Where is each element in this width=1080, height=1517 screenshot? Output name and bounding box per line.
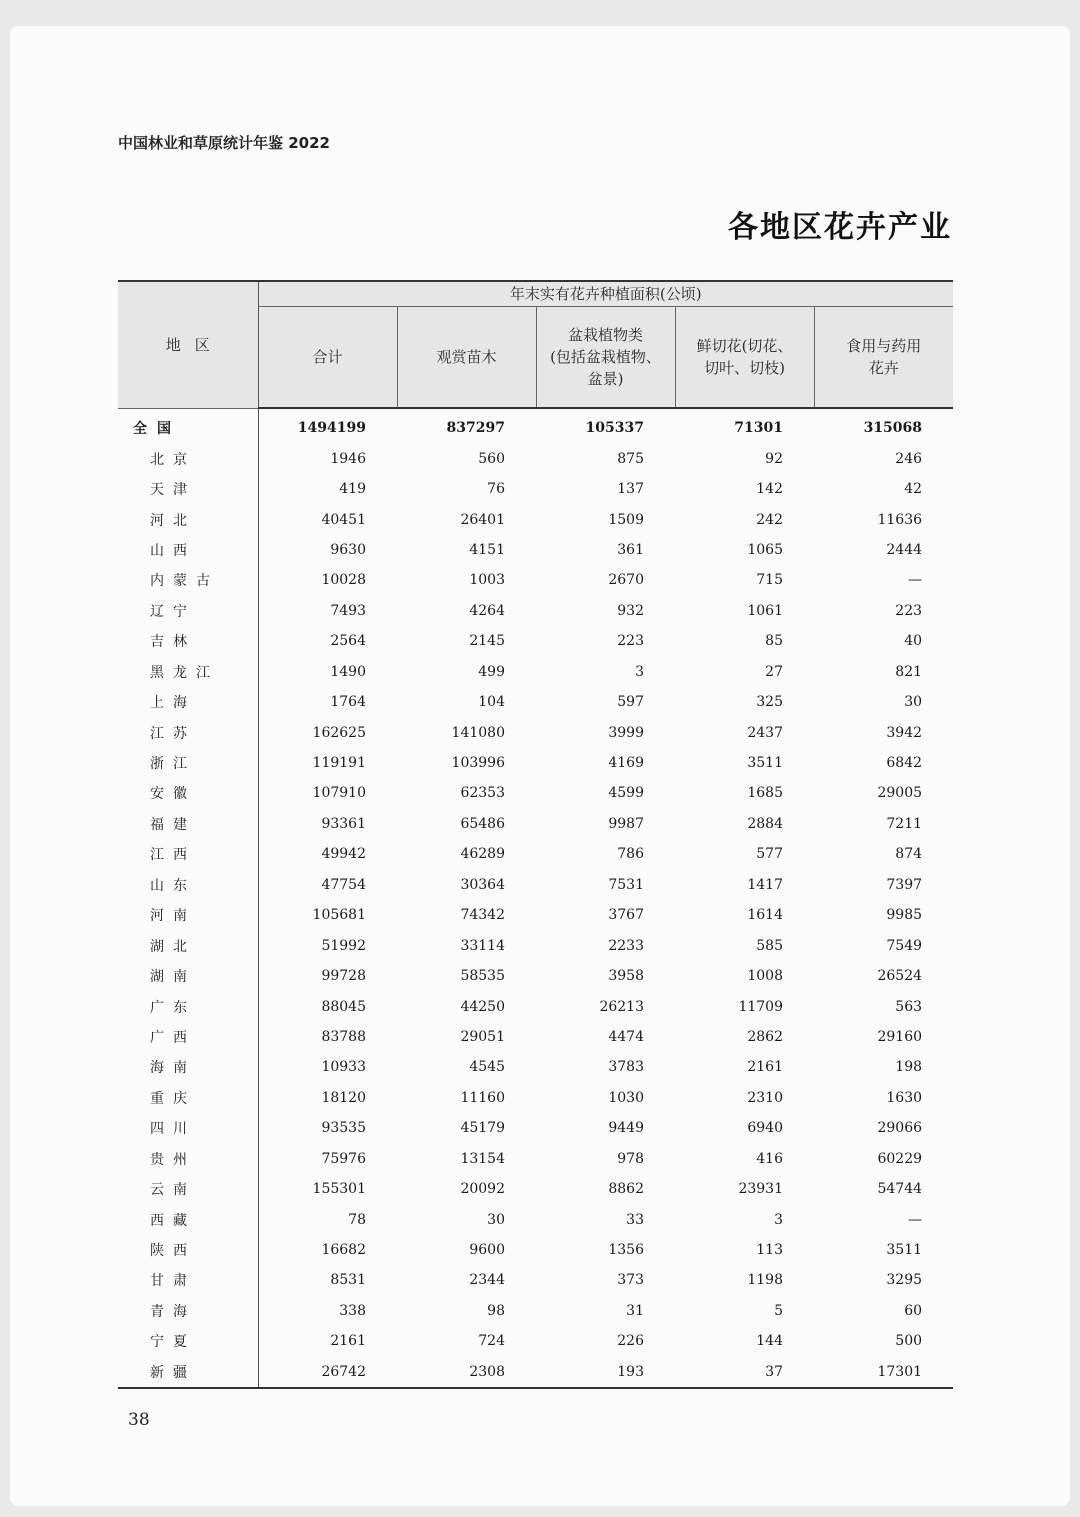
value-cell: — <box>908 1211 923 1228</box>
value-cell: 44250 <box>460 998 505 1015</box>
region-name-cell: 山西 <box>118 535 258 565</box>
national-total-row <box>118 408 953 443</box>
value-cell: 1065 <box>747 541 783 558</box>
value-cell: 142 <box>756 481 783 498</box>
table-row <box>118 1204 953 1234</box>
statistics-table-container <box>118 280 953 1389</box>
value-cell: 104 <box>478 694 505 711</box>
table-row <box>118 1083 953 1113</box>
value-cell: 37 <box>675 1357 814 1388</box>
region-name-cell: 湖南 <box>118 961 258 991</box>
value-cell: 499 <box>478 663 505 680</box>
value-cell: 26524 <box>877 968 923 985</box>
value-cell: 23931 <box>738 1181 783 1198</box>
value-cell: 837297 <box>446 420 505 437</box>
value-cell: 93535 <box>321 1120 366 1137</box>
value-cell: 27 <box>765 663 783 680</box>
column-header-line: (包括盆栽植物、 <box>550 348 661 366</box>
table-row <box>118 839 953 869</box>
table-row <box>118 1144 953 1174</box>
column-header <box>397 307 536 409</box>
value-cell: 137 <box>617 481 644 498</box>
group-column-header: 年末实有花卉种植面积(公顷) <box>258 281 953 307</box>
value-cell: 2161 <box>330 1333 366 1350</box>
value-cell: 2564 <box>330 633 366 650</box>
column-header-line: 花卉 <box>868 359 899 377</box>
value-cell: 78 <box>348 1211 366 1228</box>
column-header-line: 鲜切花(切花、 <box>696 337 793 355</box>
table-row <box>118 1296 953 1326</box>
value-cell: 325 <box>756 694 783 711</box>
value-cell: 30 <box>487 1211 505 1228</box>
value-cell: 5 <box>774 1302 783 1319</box>
value-cell: 51992 <box>321 937 366 954</box>
value-cell: 1764 <box>330 694 366 711</box>
value-cell: 45179 <box>460 1120 505 1137</box>
value-cell: 10933 <box>321 1059 366 1076</box>
value-cell: 3 <box>774 1211 783 1228</box>
value-cell: 58535 <box>460 968 505 985</box>
value-cell: 2884 <box>747 815 783 832</box>
value-cell: 1061 <box>747 602 783 619</box>
document-page <box>10 26 1070 1506</box>
value-cell: 13154 <box>460 1150 505 1167</box>
value-cell: 874 <box>895 846 923 863</box>
value-cell: 29066 <box>877 1120 923 1137</box>
value-cell: 119191 <box>312 755 366 772</box>
table-row <box>118 504 953 534</box>
table-row <box>118 1235 953 1265</box>
region-name-cell: 黑龙江 <box>118 657 258 687</box>
value-cell: 6940 <box>747 1120 783 1137</box>
value-cell: 1417 <box>747 876 783 893</box>
column-header-line: 观赏苗木 <box>436 348 497 366</box>
value-cell: 71301 <box>734 420 783 437</box>
value-cell: 9987 <box>608 815 644 832</box>
value-cell: 246 <box>895 450 923 467</box>
value-cell: 416 <box>756 1150 783 1167</box>
value-cell: 563 <box>895 998 923 1015</box>
value-cell: 3 <box>635 663 644 680</box>
value-cell: 88045 <box>321 998 366 1015</box>
value-cell: 40 <box>904 633 923 650</box>
value-cell: 8531 <box>330 1272 366 1289</box>
region-name-cell: 吉林 <box>118 626 258 656</box>
column-header <box>675 307 814 409</box>
value-cell: 2161 <box>747 1059 783 1076</box>
value-cell: 42 <box>904 481 923 498</box>
value-cell: 141080 <box>451 724 505 741</box>
value-cell: 7531 <box>608 876 644 893</box>
value-cell: 2145 <box>469 633 505 650</box>
region-name-cell: 甘肃 <box>118 1265 258 1295</box>
table-row <box>118 778 953 808</box>
running-head: 中国林业和草原统计年鉴 2022 <box>118 134 330 152</box>
region-name-cell: 青海 <box>118 1296 258 1326</box>
value-cell: 1509 <box>608 511 644 528</box>
value-cell: 1685 <box>747 785 783 802</box>
table-body <box>118 408 953 1388</box>
value-cell: 155301 <box>312 1181 366 1198</box>
value-cell: 20092 <box>460 1181 505 1198</box>
value-cell: 40451 <box>321 511 366 528</box>
value-cell: 144 <box>756 1333 783 1350</box>
value-cell: 85 <box>765 633 783 650</box>
region-name-cell: 四川 <box>118 1113 258 1143</box>
value-cell: 62353 <box>460 785 505 802</box>
value-cell: 198 <box>895 1059 923 1076</box>
value-cell: 8862 <box>608 1181 644 1198</box>
value-cell: 4474 <box>608 1028 644 1045</box>
table-row <box>118 1022 953 1052</box>
table-row <box>118 474 953 504</box>
table-row <box>118 687 953 717</box>
value-cell: 2670 <box>608 572 644 589</box>
table-row <box>118 443 953 473</box>
value-cell: 4264 <box>469 602 505 619</box>
table-row <box>118 961 953 991</box>
value-cell: 3767 <box>608 907 644 924</box>
value-cell: 47754 <box>321 876 366 893</box>
value-cell: 1198 <box>747 1272 783 1289</box>
column-header-line: 盆景) <box>587 370 624 388</box>
value-cell: 315068 <box>863 420 923 437</box>
region-name-cell: 贵州 <box>118 1144 258 1174</box>
value-cell: 585 <box>756 937 783 954</box>
value-cell: 3511 <box>886 1242 923 1259</box>
value-cell: 29005 <box>877 785 923 802</box>
table-row <box>118 870 953 900</box>
value-cell: 107910 <box>312 785 366 802</box>
value-cell: 54744 <box>877 1181 923 1198</box>
value-cell: 2310 <box>747 1089 783 1106</box>
table-row <box>118 900 953 930</box>
value-cell: 11160 <box>460 1089 505 1106</box>
region-name-cell: 山东 <box>118 870 258 900</box>
value-cell: 105681 <box>312 907 366 924</box>
value-cell: 1490 <box>330 663 366 680</box>
value-cell: 3942 <box>886 724 923 741</box>
value-cell: 16682 <box>321 1242 366 1259</box>
column-header-line: 合计 <box>312 348 343 366</box>
value-cell: 30364 <box>460 876 505 893</box>
value-cell: 30 <box>904 694 923 711</box>
region-name-cell: 北京 <box>118 443 258 473</box>
region-name-cell: 海南 <box>118 1052 258 1082</box>
value-cell: 17301 <box>814 1357 953 1388</box>
region-name-cell: 天津 <box>118 474 258 504</box>
table-row <box>118 1113 953 1143</box>
value-cell: 162625 <box>312 724 366 741</box>
value-cell: 9985 <box>886 907 923 924</box>
value-cell: 419 <box>339 481 366 498</box>
region-name-cell: 云南 <box>118 1174 258 1204</box>
value-cell: 3783 <box>608 1059 644 1076</box>
value-cell: 74342 <box>460 907 505 924</box>
value-cell: 9600 <box>469 1242 505 1259</box>
table-row <box>118 565 953 595</box>
value-cell: 597 <box>617 694 644 711</box>
value-cell: 9449 <box>608 1120 644 1137</box>
region-name-cell: 安徽 <box>118 778 258 808</box>
value-cell: 1494199 <box>297 420 366 437</box>
value-cell: 3958 <box>608 968 644 985</box>
value-cell: 98 <box>487 1302 505 1319</box>
value-cell: 2437 <box>747 724 783 741</box>
value-cell: 4545 <box>469 1059 505 1076</box>
value-cell: 223 <box>617 633 644 650</box>
table-row <box>118 1052 953 1082</box>
value-cell: 7549 <box>886 937 923 954</box>
value-cell: 7397 <box>886 876 923 893</box>
value-cell: 3511 <box>747 755 783 772</box>
table-row <box>118 1174 953 1204</box>
region-name-cell: 河南 <box>118 900 258 930</box>
value-cell: 1356 <box>608 1242 644 1259</box>
value-cell: 10028 <box>321 572 366 589</box>
value-cell: 1003 <box>469 572 505 589</box>
value-cell: 103996 <box>451 755 505 772</box>
region-name-cell: 辽宁 <box>118 596 258 626</box>
table-row <box>118 535 953 565</box>
column-header <box>536 307 675 409</box>
value-cell: 11709 <box>738 998 783 1015</box>
value-cell: 1030 <box>608 1089 644 1106</box>
value-cell: 3295 <box>886 1272 923 1289</box>
region-name-cell: 湖北 <box>118 930 258 960</box>
value-cell: 1630 <box>886 1089 923 1106</box>
value-cell: 92 <box>765 450 783 467</box>
region-name-cell: 河北 <box>118 504 258 534</box>
value-cell: 93361 <box>321 815 366 832</box>
table-row <box>118 1265 953 1295</box>
region-name-cell: 上海 <box>118 687 258 717</box>
value-cell: 2233 <box>608 937 644 954</box>
value-cell: 29051 <box>460 1028 505 1045</box>
value-cell: 4599 <box>608 785 644 802</box>
value-cell: 3999 <box>608 724 644 741</box>
value-cell: 7211 <box>886 815 923 832</box>
value-cell: 1008 <box>747 968 783 985</box>
value-cell: 26213 <box>599 998 644 1015</box>
table-row <box>118 717 953 747</box>
table-row <box>118 748 953 778</box>
column-header-line: 食用与药用 <box>846 337 922 355</box>
value-cell: 361 <box>617 541 644 558</box>
value-cell: 18120 <box>321 1089 366 1106</box>
value-cell: 65486 <box>460 815 505 832</box>
table-header <box>118 281 953 408</box>
value-cell: — <box>908 572 923 589</box>
table-row <box>118 991 953 1021</box>
column-header-line: 切叶、切枝) <box>704 359 785 377</box>
region-name-cell: 福建 <box>118 809 258 839</box>
value-cell: 6842 <box>886 755 923 772</box>
column-header-line: 盆栽植物类 <box>567 326 643 344</box>
value-cell: 932 <box>617 602 644 619</box>
value-cell: 99728 <box>321 968 366 985</box>
value-cell: 715 <box>756 572 783 589</box>
region-column-header: 地区 <box>118 281 258 408</box>
region-name-cell: 陕西 <box>118 1235 258 1265</box>
region-name-cell: 江苏 <box>118 717 258 747</box>
value-cell: 60 <box>904 1302 923 1319</box>
table-row <box>118 657 953 687</box>
value-cell: 2444 <box>886 541 923 558</box>
value-cell: 978 <box>617 1150 644 1167</box>
value-cell: 7493 <box>330 602 366 619</box>
page-number: 38 <box>128 1410 150 1430</box>
value-cell: 113 <box>756 1242 783 1259</box>
region-name-cell: 宁夏 <box>118 1326 258 1356</box>
region-name-cell: 重庆 <box>118 1083 258 1113</box>
table-row <box>118 596 953 626</box>
value-cell: 33 <box>626 1211 644 1228</box>
region-name-cell: 江西 <box>118 839 258 869</box>
value-cell: 26742 <box>258 1357 397 1388</box>
region-name-cell: 广西 <box>118 1022 258 1052</box>
value-cell: 724 <box>478 1333 505 1350</box>
value-cell: 1946 <box>330 450 366 467</box>
table-row <box>118 1357 953 1388</box>
value-cell: 49942 <box>321 846 366 863</box>
region-name-cell: 新疆 <box>118 1357 258 1388</box>
column-header <box>814 307 953 409</box>
value-cell: 4169 <box>608 755 644 772</box>
table-row <box>118 809 953 839</box>
value-cell: 500 <box>895 1333 923 1350</box>
value-cell: 193 <box>536 1357 675 1388</box>
value-cell: 875 <box>617 450 644 467</box>
region-name-cell: 全国 <box>118 408 258 443</box>
value-cell: 2862 <box>747 1028 783 1045</box>
page-title: 各地区花卉产业 <box>728 210 952 245</box>
value-cell: 60229 <box>877 1150 923 1167</box>
value-cell: 338 <box>339 1302 366 1319</box>
value-cell: 2344 <box>469 1272 505 1289</box>
value-cell: 373 <box>617 1272 644 1289</box>
value-cell: 9630 <box>330 541 366 558</box>
region-name-cell: 广东 <box>118 991 258 1021</box>
value-cell: 11636 <box>877 511 923 528</box>
table-row <box>118 626 953 656</box>
value-cell: 226 <box>617 1333 644 1350</box>
value-cell: 242 <box>756 511 783 528</box>
value-cell: 26401 <box>460 511 505 528</box>
value-cell: 4151 <box>469 541 505 558</box>
value-cell: 2308 <box>397 1357 536 1388</box>
value-cell: 223 <box>895 602 923 619</box>
value-cell: 46289 <box>460 846 505 863</box>
region-name-cell: 内蒙古 <box>118 565 258 595</box>
table-row <box>118 930 953 960</box>
statistics-table <box>118 280 953 1389</box>
column-header <box>258 307 397 409</box>
table-row <box>118 1326 953 1356</box>
value-cell: 31 <box>626 1302 644 1319</box>
value-cell: 33114 <box>460 937 505 954</box>
value-cell: 821 <box>895 663 923 680</box>
value-cell: 105337 <box>585 420 644 437</box>
value-cell: 1614 <box>747 907 783 924</box>
value-cell: 83788 <box>321 1028 366 1045</box>
value-cell: 560 <box>478 450 505 467</box>
region-name-cell: 西藏 <box>118 1204 258 1234</box>
value-cell: 76 <box>487 481 505 498</box>
value-cell: 29160 <box>877 1028 923 1045</box>
region-name-cell: 浙江 <box>118 748 258 778</box>
value-cell: 786 <box>617 846 644 863</box>
value-cell: 75976 <box>321 1150 366 1167</box>
value-cell: 577 <box>756 846 783 863</box>
